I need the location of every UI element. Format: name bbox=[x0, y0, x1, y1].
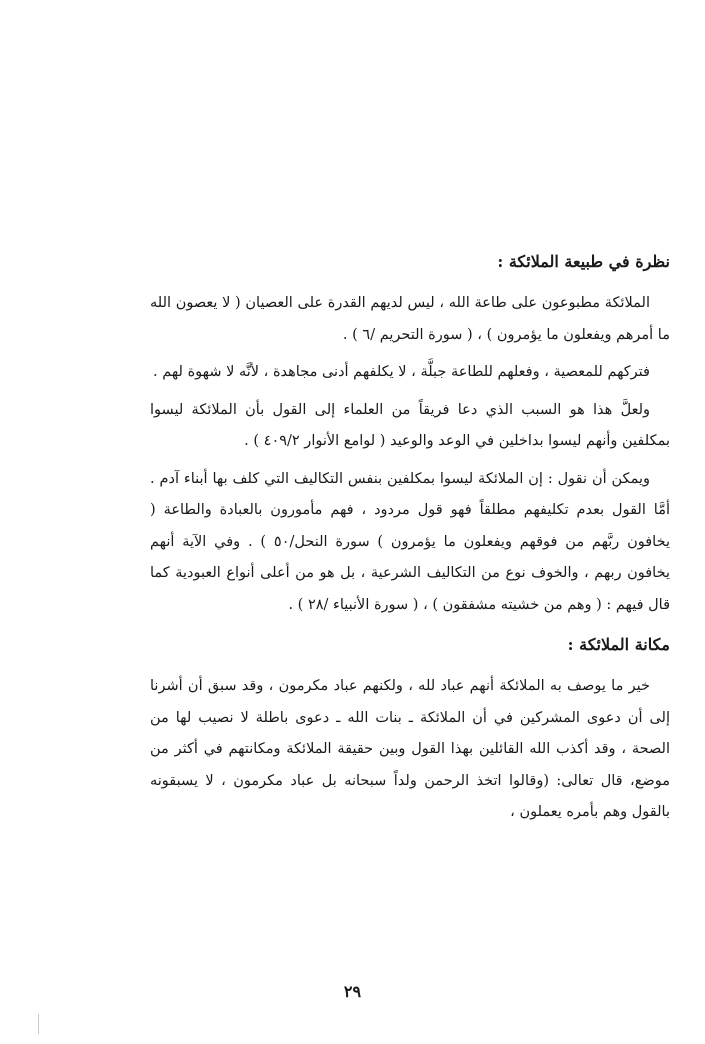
page-body bbox=[150, 250, 670, 835]
paragraph: ولعلَّ هذا هو السبب الذي دعا فريقاً من العلماء إلى القول بأن الملائكة ليسوا بمكلفين وأنهم ليسوا بداخلين في الوعد والوعيد ( لوامع الأنوار ٤٠٩/٢ ) . bbox=[150, 401, 670, 449]
paragraph: فتركهم للمعصية ، وفعلهم للطاعة جبلَّة ، لا يكلفهم أدنى مجاهدة ، لأنَّه لا شهوة لهم . bbox=[152, 364, 650, 380]
paragraph: خير ما يوصف به الملائكة أنهم عباد لله ، ولكنهم عباد مكرمون ، وقد سبق أن أشرنا إلى أن دعوى المشركين في أن الملائكة ـ بنات الله ـ دعوى باطلة لا نصيب لها من الصحة ، وقد أكذب الله القائلين بهذا القول وبين حقيقة الملائكة ومكانتهم في أكثر من موضع، قال تعالى: (وقالوا اتخذ الرحمن ولداً سبحانه بل عباد مكرمون ، لا يسبقونه بالقول وهم بأمره يعملون ، bbox=[150, 678, 670, 820]
paragraph: ويمكن أن نقول : إن الملائكة ليسوا بمكلفين بنفس التكاليف التي كلف بها أبناء آدم . أمَّا القول بعدم تكليفهم مطلقاً فهو قول مردود ، فهم مأمورون بالعبادة والطاعة ( يخافون ربَّهم من فوقهم ويفعلون ما يؤمرون ) سورة النحل/٥٠ ) . وفي الآية أنهم يخافون ربهم ، والخوف نوع من التكاليف الشرعية ، بل هو من أعلى أنواع العبودية كما قال فيهم : ( وهم من خشيته مشفقون ) ، ( سورة الأنبياء /٢٨ ) . bbox=[150, 470, 670, 613]
section-heading-status-of-angels: مكانة الملائكة : bbox=[567, 635, 670, 654]
section-heading-nature-of-angels: نظرة في طبيعة الملائكة : bbox=[497, 252, 670, 271]
page-number: ٢٩ bbox=[343, 982, 362, 1001]
paragraph: الملائكة مطبوعون على طاعة الله ، ليس لديهم القدرة على العصيان ( لا يعصون الله ما أمرهم ويفعلون ما يؤمرون ) ، ( سورة التحريم /٦ ) . bbox=[150, 295, 670, 343]
scan-edge-mark bbox=[38, 1014, 43, 1034]
